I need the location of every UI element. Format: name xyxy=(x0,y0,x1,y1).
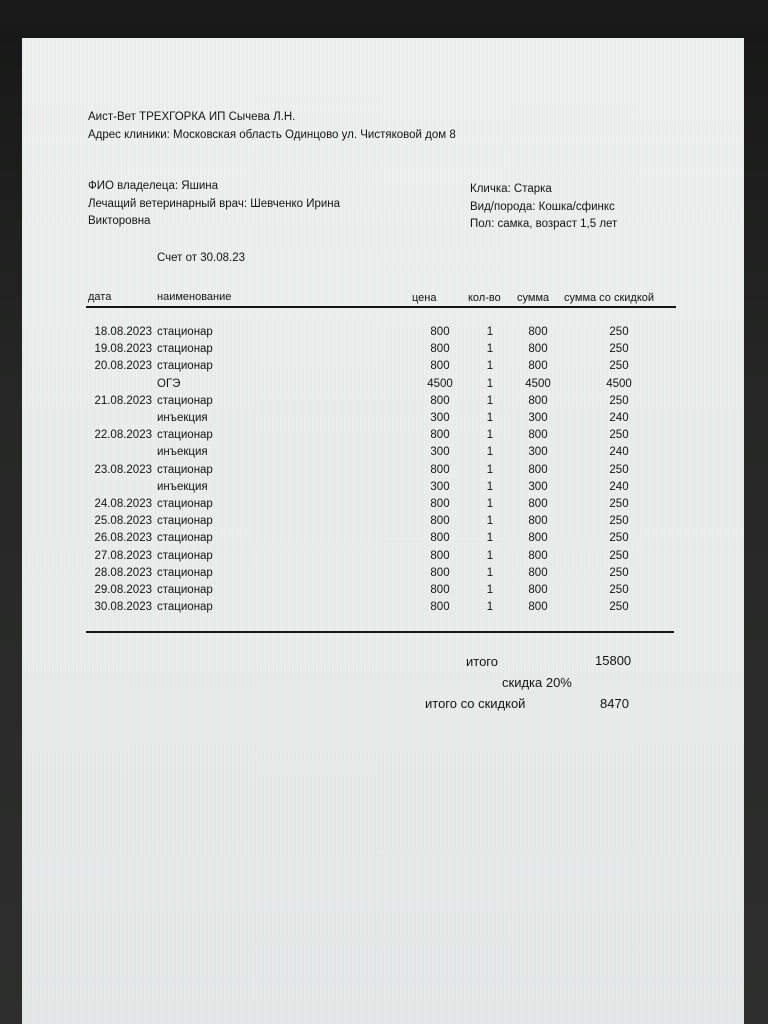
clinic-name: Аист-Вет ТРЕХГОРКА ИП Сычева Л.Н. xyxy=(88,111,296,123)
pet-name: Кличка: Старка xyxy=(470,183,552,195)
pet-species: Вид/порода: Кошка/сфинкс xyxy=(470,201,615,213)
cell-qty: 1 xyxy=(486,498,494,510)
cell-sum-discount: 240 xyxy=(609,412,629,424)
cell-price: 300 xyxy=(430,446,450,459)
cell-name: стационар xyxy=(157,394,213,407)
cell-qty: 1 xyxy=(486,360,494,373)
cell-price: 800 xyxy=(430,360,450,373)
cell-date: 24.08.2023 xyxy=(94,498,152,510)
cell-price: 800 xyxy=(430,584,450,596)
cell-price: 800 xyxy=(430,601,450,614)
cell-date: 29.08.2023 xyxy=(94,584,152,596)
discount-label: скидка 20% xyxy=(502,675,572,690)
col-header-sum-discount: сумма со скидкой xyxy=(564,292,655,304)
cell-price: 800 xyxy=(430,532,450,545)
cell-price: 300 xyxy=(430,480,450,493)
cell-name: инъекция xyxy=(157,480,208,493)
cell-date: 27.08.2023 xyxy=(94,549,152,562)
doctor-name-line1: Лечащий ветеринарный врач: Шевченко Ирина xyxy=(88,198,341,210)
cell-date: 18.08.2023 xyxy=(94,326,152,338)
col-header-name: наименование xyxy=(157,291,232,303)
cell-name: инъекция xyxy=(157,412,208,424)
cell-qty: 1 xyxy=(486,446,494,459)
cell-name: стационар xyxy=(157,549,213,562)
cell-qty: 1 xyxy=(486,326,494,338)
cell-sum: 800 xyxy=(528,360,548,373)
cell-sum: 800 xyxy=(528,394,548,407)
cell-price: 800 xyxy=(430,429,450,442)
cell-qty: 1 xyxy=(486,394,494,407)
cell-price: 800 xyxy=(430,498,450,510)
cell-sum: 4500 xyxy=(525,377,551,390)
cell-price: 300 xyxy=(430,412,450,424)
total-discount-label: итого со скидкой xyxy=(425,696,526,711)
cell-date: 20.08.2023 xyxy=(94,360,152,373)
cell-date: 21.08.2023 xyxy=(94,394,152,407)
col-header-qty: кол-во xyxy=(468,292,501,304)
cell-sum-discount: 250 xyxy=(609,532,629,545)
cell-date: 23.08.2023 xyxy=(94,463,152,476)
cell-sum-discount: 250 xyxy=(609,326,629,338)
cell-sum-discount: 250 xyxy=(609,498,629,510)
cell-date: 25.08.2023 xyxy=(94,515,152,528)
cell-sum: 800 xyxy=(528,532,548,545)
cell-qty: 1 xyxy=(486,463,494,476)
cell-sum: 800 xyxy=(528,515,548,528)
cell-price: 800 xyxy=(430,515,450,528)
cell-price: 800 xyxy=(430,549,450,562)
cell-sum: 800 xyxy=(528,326,548,338)
cell-qty: 1 xyxy=(486,429,494,442)
cell-qty: 1 xyxy=(486,584,494,596)
cell-qty: 1 xyxy=(486,549,494,562)
owner-name: ФИО владелеца: Яшина xyxy=(88,180,219,192)
cell-name: стационар xyxy=(157,498,213,510)
cell-price: 800 xyxy=(430,343,450,356)
cell-name: стационар xyxy=(157,429,213,442)
cell-name: стационар xyxy=(157,326,213,338)
cell-qty: 1 xyxy=(486,566,494,579)
clinic-address: Адрес клиники: Московская область Одинцово ул. Чистяковой дом 8 xyxy=(88,129,456,141)
cell-qty: 1 xyxy=(486,412,494,424)
cell-sum: 800 xyxy=(528,549,548,562)
cell-sum: 800 xyxy=(528,463,548,476)
footer-rule xyxy=(86,631,674,633)
monitor-bezel xyxy=(0,0,768,30)
cell-sum: 800 xyxy=(528,498,548,510)
cell-sum: 800 xyxy=(528,566,548,579)
header-rule xyxy=(86,306,676,308)
cell-date: 26.08.2023 xyxy=(94,532,152,545)
cell-name: стационар xyxy=(157,601,213,614)
cell-sum-discount: 250 xyxy=(609,549,629,562)
cell-price: 800 xyxy=(430,463,450,476)
cell-sum-discount: 250 xyxy=(609,463,629,476)
cell-sum-discount: 250 xyxy=(609,429,629,442)
cell-name: стационар xyxy=(157,532,213,545)
cell-sum-discount: 240 xyxy=(609,480,629,493)
invoice-title: Счет от 30.08.23 xyxy=(157,252,246,264)
cell-name: ОГЭ xyxy=(157,377,181,390)
cell-price: 800 xyxy=(430,566,450,579)
cell-qty: 1 xyxy=(486,343,494,356)
total-discount-value: 8470 xyxy=(600,696,629,711)
cell-qty: 1 xyxy=(486,532,494,545)
cell-sum: 800 xyxy=(528,429,548,442)
cell-price: 800 xyxy=(430,326,450,338)
cell-date: 28.08.2023 xyxy=(94,566,152,579)
cell-sum: 800 xyxy=(528,343,548,356)
cell-sum-discount: 250 xyxy=(609,360,629,373)
cell-name: стационар xyxy=(157,566,213,579)
cell-date: 30.08.2023 xyxy=(94,601,152,614)
cell-sum-discount: 250 xyxy=(609,566,629,579)
cell-name: стационар xyxy=(157,515,213,528)
total-label: итого xyxy=(466,654,498,669)
total-value: 15800 xyxy=(595,653,632,668)
doctor-name-line2: Викторовна xyxy=(88,215,151,227)
cell-qty: 1 xyxy=(486,377,494,390)
cell-name: стационар xyxy=(157,360,213,373)
cell-name: стационар xyxy=(157,584,213,596)
cell-name: стационар xyxy=(157,343,213,356)
cell-sum-discount: 4500 xyxy=(606,377,632,390)
pet-sex-age: Пол: самка, возраст 1,5 лет xyxy=(470,218,618,230)
cell-sum-discount: 250 xyxy=(609,343,629,356)
cell-sum: 300 xyxy=(528,412,548,424)
cell-sum: 300 xyxy=(528,480,548,493)
cell-price: 4500 xyxy=(427,377,453,390)
invoice-page xyxy=(22,38,744,1024)
col-header-sum: сумма xyxy=(517,292,550,304)
cell-price: 800 xyxy=(430,394,450,407)
cell-sum-discount: 250 xyxy=(609,515,629,528)
cell-sum: 800 xyxy=(528,601,548,614)
cell-date: 19.08.2023 xyxy=(94,343,152,356)
cell-sum: 300 xyxy=(528,446,548,459)
cell-date: 22.08.2023 xyxy=(94,429,152,442)
cell-name: стационар xyxy=(157,463,213,476)
cell-sum: 800 xyxy=(528,584,548,596)
col-header-price: цена xyxy=(412,292,437,304)
cell-qty: 1 xyxy=(486,601,494,614)
cell-name: инъекция xyxy=(157,446,208,459)
cell-sum-discount: 250 xyxy=(609,584,629,596)
col-header-date: дата xyxy=(88,291,112,303)
cell-qty: 1 xyxy=(486,480,494,493)
cell-qty: 1 xyxy=(486,515,494,528)
cell-sum-discount: 240 xyxy=(609,446,629,459)
cell-sum-discount: 250 xyxy=(609,394,629,407)
cell-sum-discount: 250 xyxy=(609,601,629,614)
